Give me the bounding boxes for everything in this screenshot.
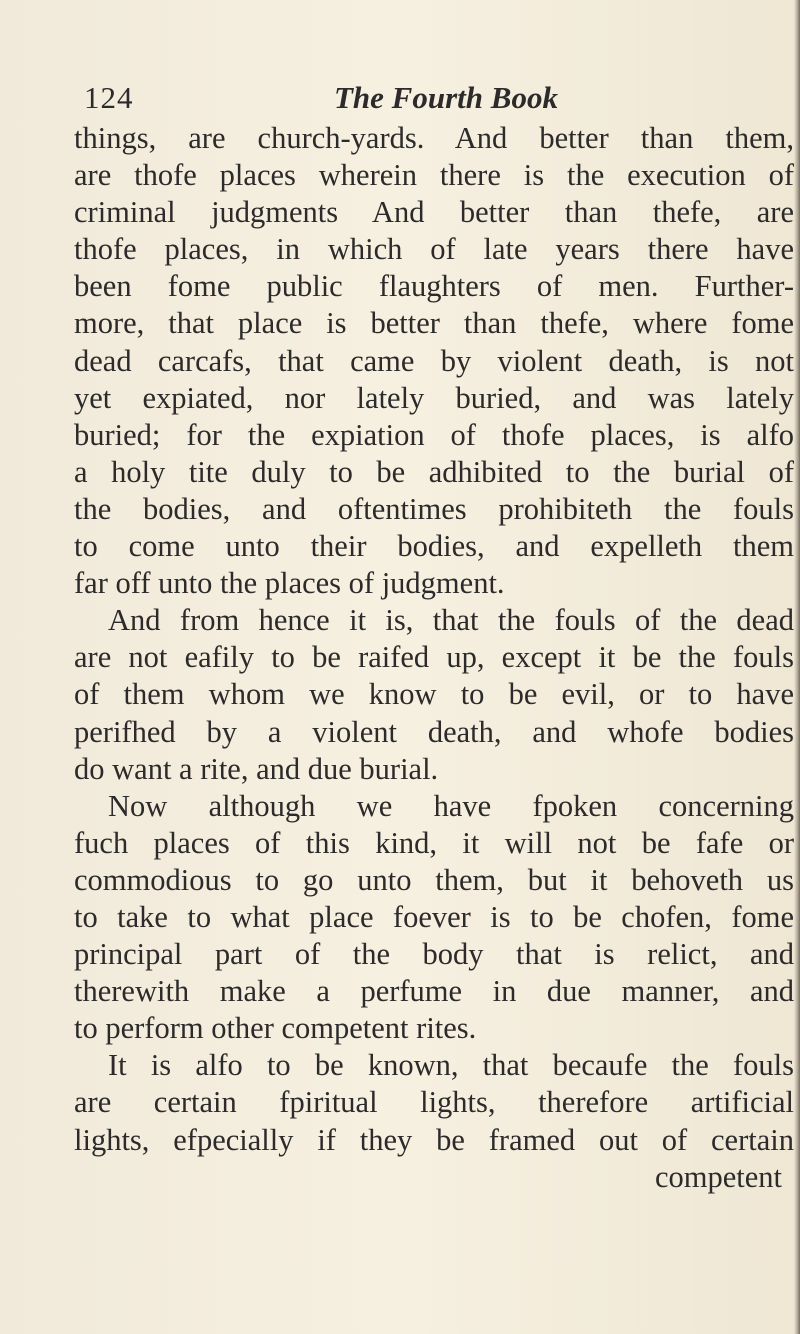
text-line: of them whom we know to be evil, or to have [74, 677, 794, 712]
text-line: to perform other competent rites. [74, 1011, 477, 1046]
text-line: therewith make a perfume in due manner, and [74, 974, 794, 1009]
text-line: to come unto their bodies, and expelleth them [74, 529, 794, 564]
running-head: The Fourth Book [334, 80, 558, 115]
text-line: been fome public flaughters of men. Further- [74, 269, 794, 304]
text-line: principal part of the body that is relict, and [74, 937, 794, 972]
text-line: criminal judgments And better than thefe, are [74, 195, 794, 230]
text-line: a holy tite duly to be adhibited to the burial of [74, 454, 794, 489]
text-line: the bodies, and oftentimes prohibiteth the fouls [74, 491, 794, 526]
text-line: thofe places, in which of late years there have [74, 232, 794, 267]
page-edge-shadow [794, 0, 800, 1334]
catchword: competent [654, 1159, 782, 1194]
page-header [84, 80, 724, 120]
text-line: do want a rite, and due burial. [74, 751, 439, 786]
text-line: are not eafily to be raifed up, except it be the fouls [74, 640, 794, 675]
text-line: Now although we have fpoken concerning [108, 788, 794, 823]
text-line: yet expiated, nor lately buried, and was lately [74, 380, 794, 415]
text-line: dead carcafs, that came by violent death, is not [74, 343, 794, 378]
body-text [74, 120, 794, 1196]
text-line: to take to what place foever is to be chofen, fome [74, 899, 794, 934]
text-line: commodious to go unto them, but it behoveth us [74, 862, 794, 897]
text-line: far off unto the places of judgment. [74, 566, 505, 601]
page-number: 124 [84, 80, 134, 115]
text-line: buried; for the expiation of thofe places, is alfo [74, 417, 794, 452]
text-line: are thofe places wherein there is the execution of [74, 158, 794, 193]
text-line: fuch places of this kind, it will not be fafe or [74, 825, 794, 860]
text-line: lights, efpecially if they be framed out of certain [74, 1122, 794, 1157]
text-line: It is alfo to be known, that becaufe the fouls [108, 1048, 794, 1083]
text-line: perifhed by a violent death, and whofe bodies [74, 714, 794, 749]
text-line: more, that place is better than thefe, where fome [74, 306, 794, 341]
text-line: are certain fpiritual lights, therefore artificial [74, 1085, 794, 1120]
text-line: And from hence it is, that the fouls of the dead [108, 603, 794, 638]
text-line: things, are church-yards. And better than them, [74, 121, 794, 155]
